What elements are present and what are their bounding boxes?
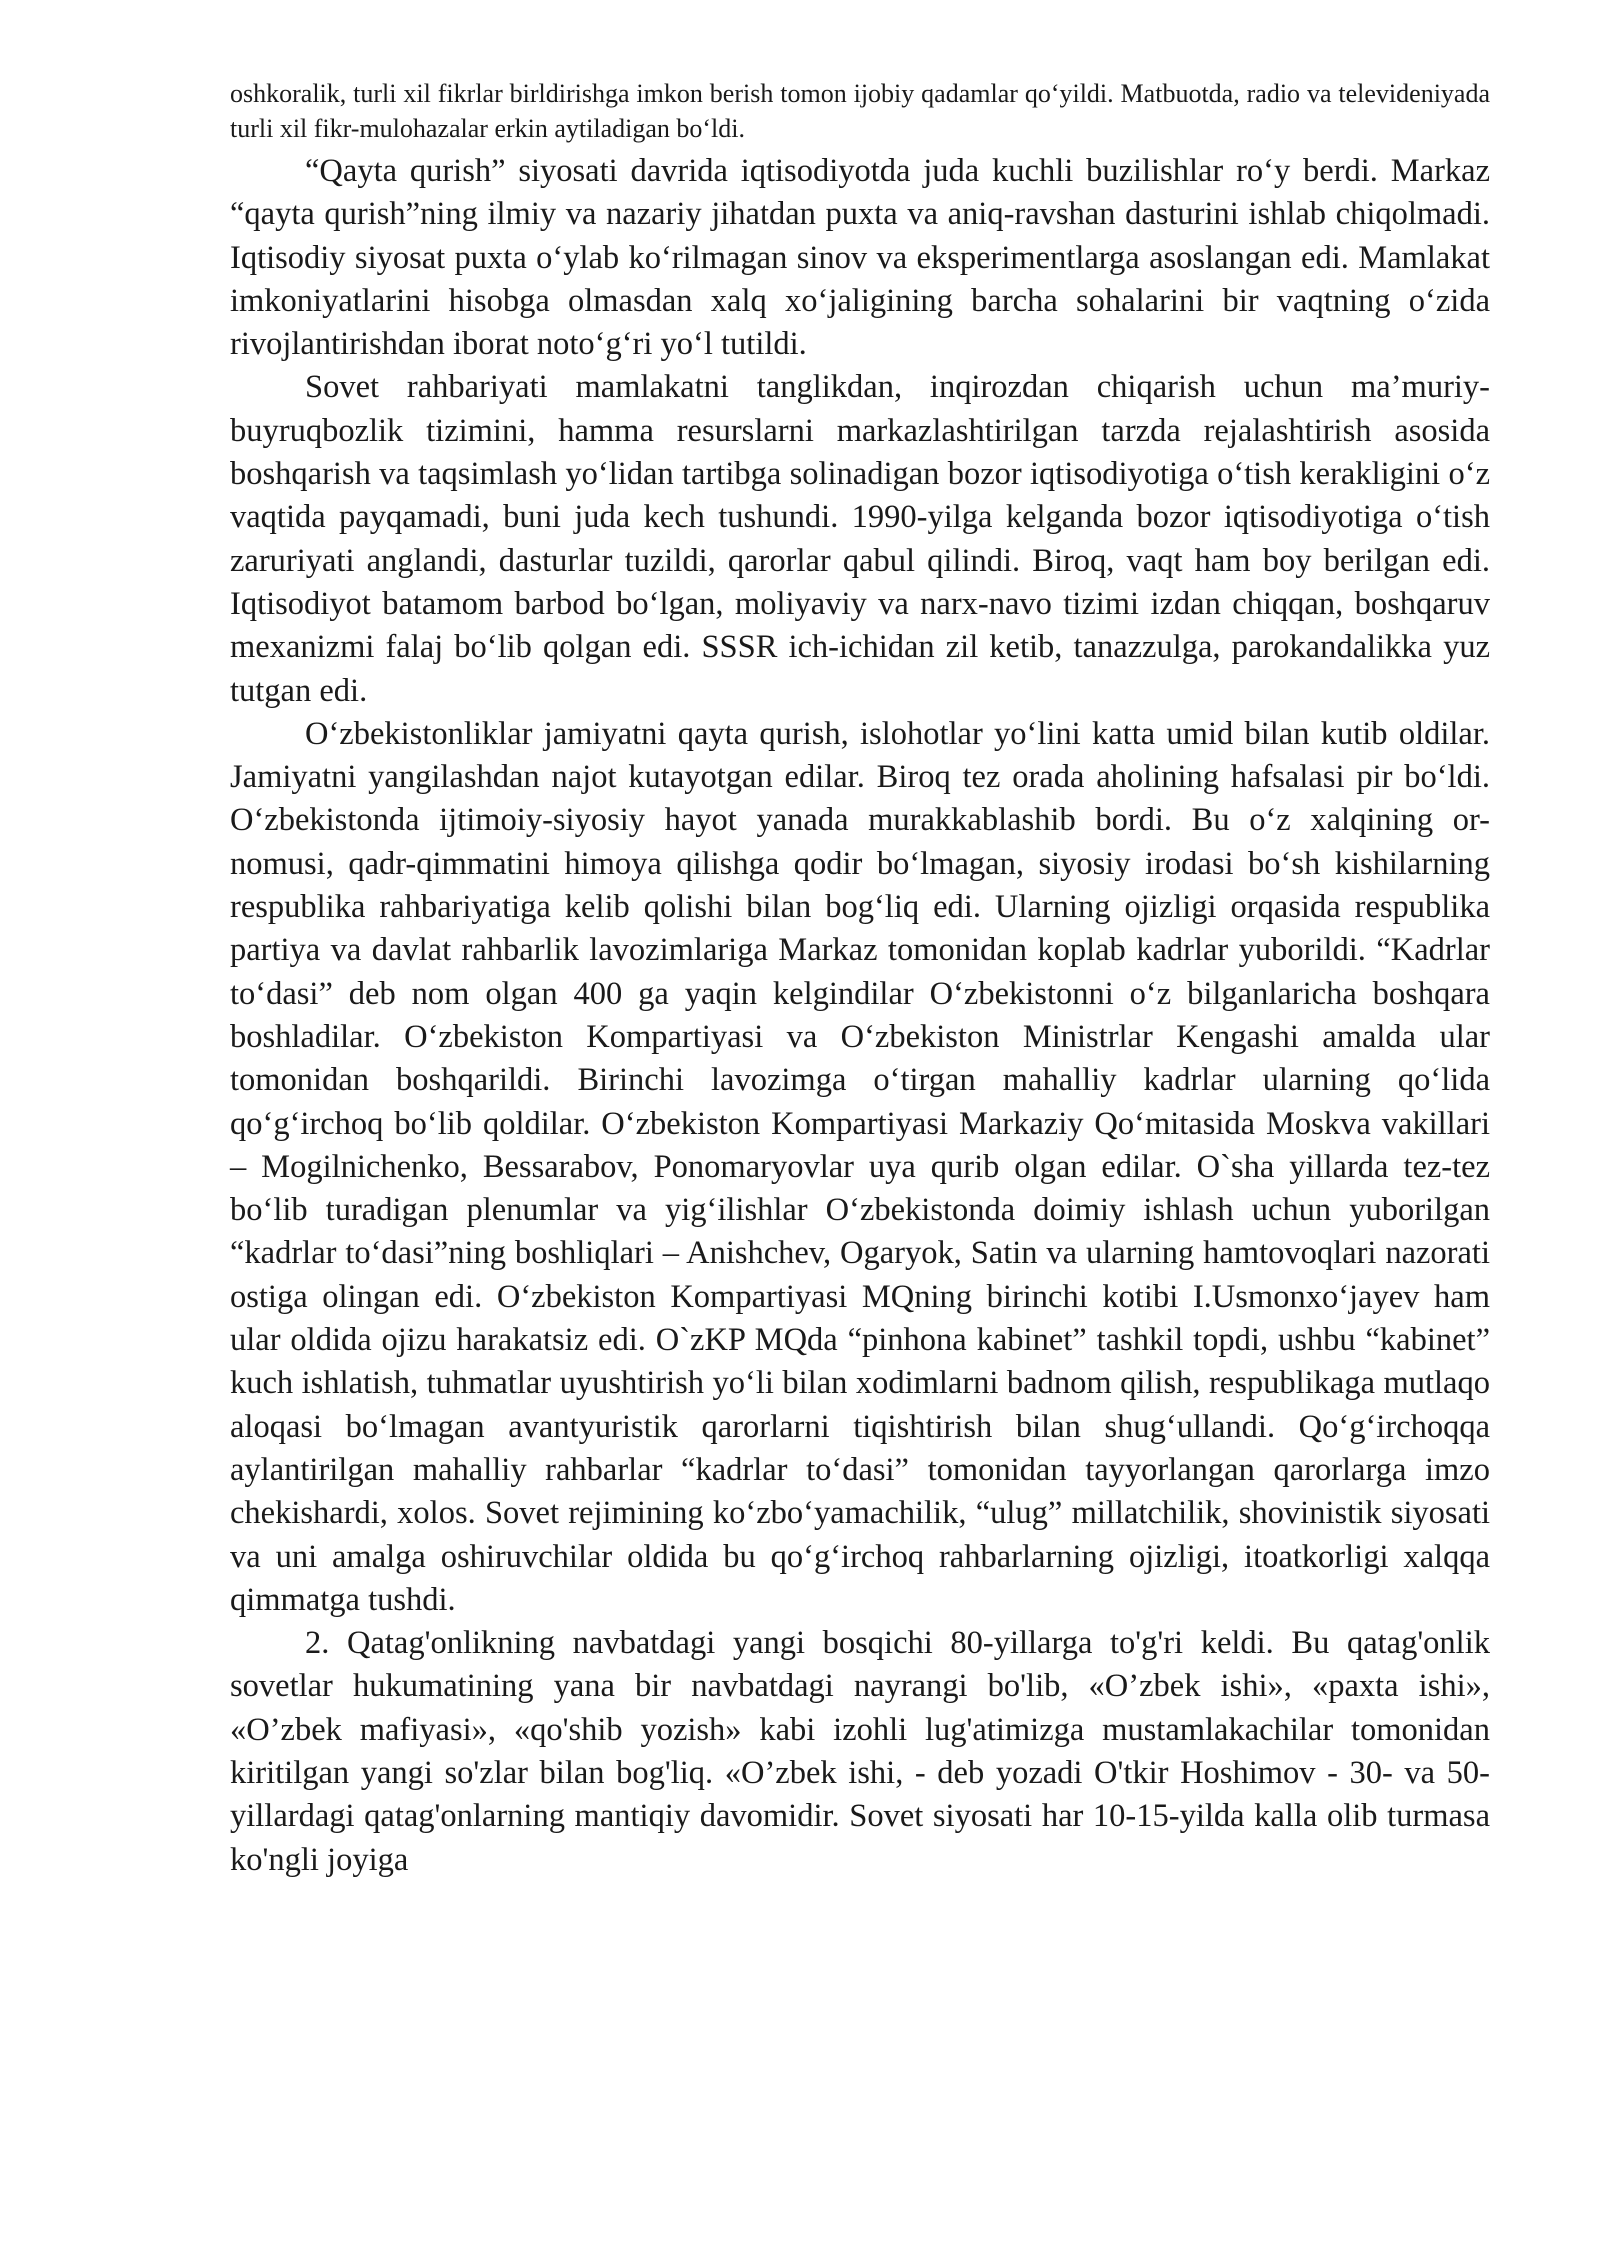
paragraph-sovet-rahbariyati: Sovet rahbariyati mamlakatni tanglikdan, inqirozdan chiqarish uchun ma’muriy-buyruqbozlik tizimini, hamma resurslarni markazlashtirilgan tarzda rejalashtirish asosida boshqarish va taqsimlash yo‘lidan tartibga solinadigan bozor iqtisodiyotiga o‘tish kerakligini o‘z vaqtida payqamadi, buni juda kech tushundi. 1990-yilga kelganda bozor iqtisodiyotiga o‘tish zaruriyati anglandi, dasturlar tuzildi, qarorlar qabul qilindi. Biroq, vaqt ham boy berilgan edi. Iqtisodiyot batamom barbod bo‘lgan, moliyaviy va narx-navo tizimi izdan chiqqan, boshqaruv mexanizmi falaj bo‘lib qolgan edi. SSSR ich-ichidan zil ketib, tanazzulga, parokandalikka yuz tutgan edi. bbox=[230, 369, 1490, 709]
lead-paragraph: oshkoralik, turli xil fikrlar birldirishga imkon berish tomon ijobiy qadamlar qo‘yildi. Matbuotda, radio va televideniyada turli xil fikr-mulohazalar erkin aytiladigan bo‘ldi. bbox=[230, 79, 1490, 143]
document-page bbox=[230, 76, 1490, 1882]
paragraph-ozbekistonliklar: O‘zbekistonliklar jamiyatni qayta qurish, islohotlar yo‘lini katta umid bilan kutib oldilar. Jamiyatni yangilashdan najot kutayotgan edilar. Biroq tez orada aholining hafsalasi pir bo‘ldi. O‘zbekistonda ijtimoiy-siyosiy hayot yanada murakkablashib bordi. Bu o‘z xalqining or-nomusi, qadr-qimmatini himoya qilishga qodir bo‘lmagan, siyosiy irodasi bo‘sh kishilarning respublika rahbariyatiga kelib qolishi bilan bog‘liq edi. Ularning ojizligi orqasida respublika partiya va davlat rahbarlik lavozimlariga Markaz tomonidan koplab kadrlar yuborildi. “Kadrlar to‘dasi” deb nom olgan 400 ga yaqin kelgindilar O‘zbekistonni o‘z bilganlaricha boshqara boshladilar. O‘zbekiston Kompartiyasi va O‘zbekiston Ministrlar Kengashi amalda ular tomonidan boshqarildi. Birinchi lavozimga o‘tirgan mahalliy kadrlar ularning qo‘lida qo‘g‘irchoq bo‘lib qoldilar. O‘zbekiston Kompartiyasi Markaziy Qo‘mitasida Moskva vakillari – Mogilnichenko, Bessarabov, Ponomaryovlar uya qurib olgan edilar. O`sha yillarda tez-tez bo‘lib turadigan plenumlar va yig‘ilishlar O‘zbekistonda doimiy ishlash uchun yuborilgan “kadrlar to‘dasi”ning boshliqlari – Anishchev, Ogaryok, Satin va ularning hamtovoqlari nazorati ostiga olingan edi. O‘zbekiston Kompartiyasi MQning birinchi kotibi I.Usmonxo‘jayev ham ular oldida ojizu harakatsiz edi. O`zKP MQda “pinhona kabinet” tashkil topdi, ushbu “kabinet” kuch ishlatish, tuhmatlar uyushtirish yo‘li bilan xodimlarni badnom qilish, respublikaga mutlaqo aloqasi bo‘lmagan avantyuristik qarorlarni tiqishtirish bilan shug‘ullandi. Qo‘g‘irchoqqa aylantirilgan mahalliy rahbarlar “kadrlar to‘dasi” tomonidan tayyorlangan qarorlarga imzo chekishardi, xolos. Sovet rejimining ko‘zbo‘yamachilik, “ulug” millatchilik, shovinistik siyosati va uni amalga oshiruvchilar oldida bu qo‘g‘irchoq rahbarlarning ojizligi, itoatkorligi xalqqa qimmatga tushdi. bbox=[230, 715, 1490, 1618]
paragraph-qatagonlik: 2. Qatag'onlikning navbatdagi yangi bosqichi 80-yillarga to'g'ri keldi. Bu qatag'onlik sovetlar hukumatining yana bir navbatdagi nayrangi bo'lib, «O’zbek ishi», «paxta ishi», «O’zbek mafiyasi», «qo'shib yozish» kabi izohli lug'atimizga mustamlakachilar tomonidan kiritilgan yangi so'zlar bilan bog'liq. «O’zbek ishi, - deb yozadi O'tkir Hoshimov - 30- va 50-yillardagi qatag'onlarning mantiqiy davomidir. Sovet siyosati har 10-15-yilda kalla olib turmasa ko'ngli joyiga bbox=[230, 1625, 1490, 1878]
paragraph-qayta-qurish: “Qayta qurish” siyosati davrida iqtisodiyotda juda kuchli buzilishlar ro‘y berdi. Markaz “qayta qurish”ning ilmiy va nazariy jihatdan puxta va aniq-ravshan dasturini ishlab chiqolmadi. Iqtisodiy siyosat puxta o‘ylab ko‘rilmagan sinov va eksperimentlarga asoslangan edi. Mamlakat imkoniyatlarini hisobga olmasdan xalq xo‘jaligining barcha sohalarini bir vaqtning o‘zida rivojlantirishdan iborat noto‘g‘ri yo‘l tutildi. bbox=[230, 153, 1490, 363]
